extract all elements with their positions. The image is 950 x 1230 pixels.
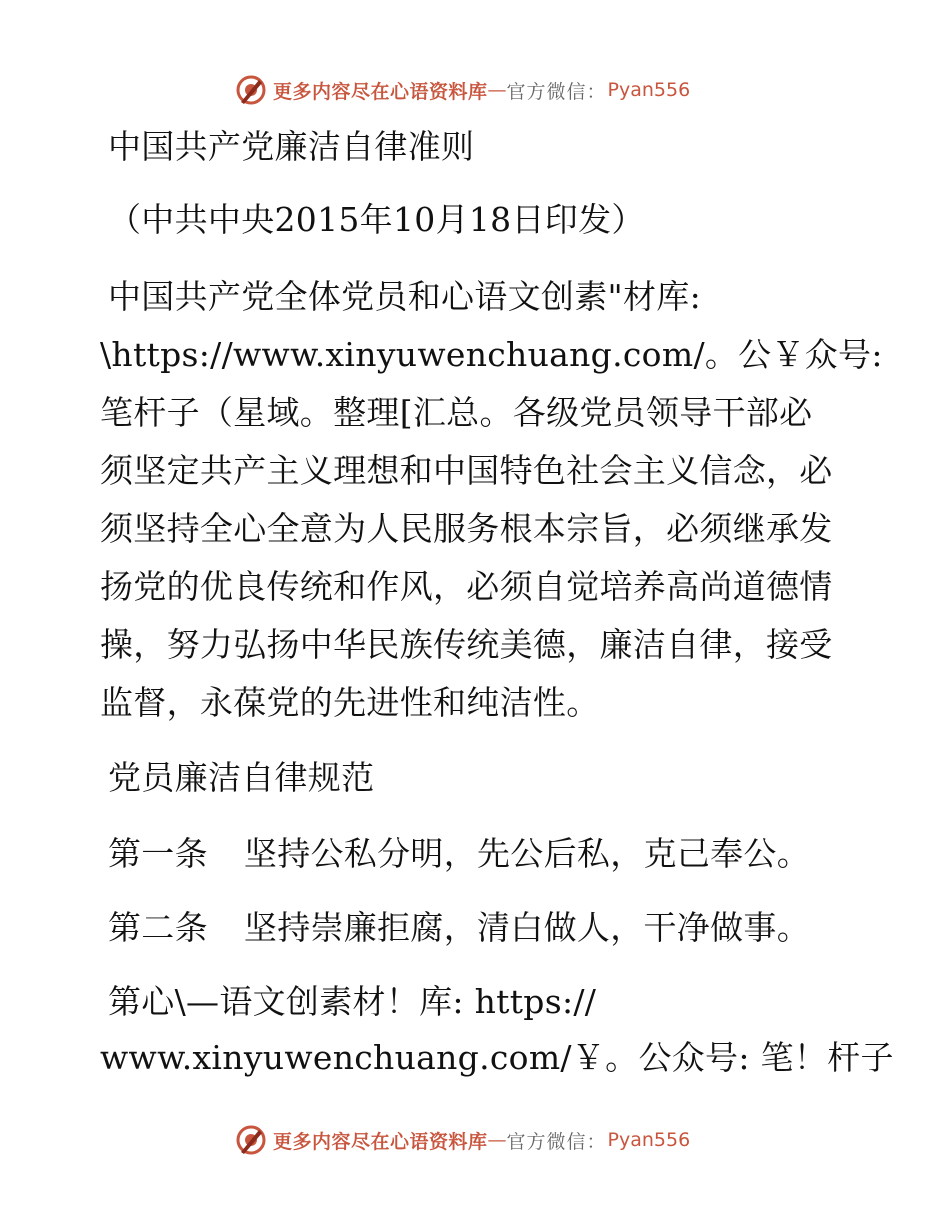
article-text: 坚持崇廉拒腐，清白做人，干净做事。 xyxy=(243,908,811,947)
watermark-colon: ： xyxy=(586,1130,606,1153)
watermark-banner-top xyxy=(235,73,715,107)
article-number: 第一条 xyxy=(108,834,208,873)
watermark-id: Pyan556 xyxy=(607,1129,691,1151)
article-text: 坚持公私分明，先公后私，克己奉公。 xyxy=(243,834,811,873)
document-title: 中国共产党廉洁自律准则 xyxy=(108,127,475,166)
preamble-line: 操，努力弘扬中华民族传统美德，廉洁自律，接受 xyxy=(100,625,833,664)
preamble-line: 须坚定共产主义理想和中国特色社会主义信念，必 xyxy=(100,451,833,490)
section-heading: 党员廉洁自律规范 xyxy=(108,758,375,797)
watermark-text: 更多内容尽在心语资料库 xyxy=(273,80,488,103)
document-subtitle: （中共中央2015年10月18日印发） xyxy=(108,200,645,239)
preamble-line: 监督，永葆党的先进性和纯洁性。 xyxy=(100,683,600,722)
trailing-line: 第心\—语文创素材！库: https:// xyxy=(108,982,597,1021)
preamble-line: \https://www.xinyuwenchuang.com/。公￥众号: xyxy=(100,335,883,374)
pen-logo-icon xyxy=(235,74,267,106)
watermark-colon: ： xyxy=(586,80,606,103)
watermark-banner-bottom xyxy=(235,1123,715,1157)
watermark-dash: — xyxy=(487,1129,507,1151)
article-2 xyxy=(108,908,810,948)
watermark-text: 更多内容尽在心语资料库 xyxy=(273,1130,488,1153)
watermark-dash: — xyxy=(487,79,507,101)
article-1 xyxy=(108,834,810,874)
preamble-line: 中国共产党全体党员和心语文创素"材库: xyxy=(108,277,701,316)
pen-logo-icon xyxy=(235,1124,267,1156)
preamble-line: 须坚持全心全意为人民服务根本宗旨，必须继承发 xyxy=(100,509,833,548)
article-number: 第二条 xyxy=(108,908,208,947)
watermark-official: 官方微信 xyxy=(506,80,587,103)
preamble-line: 笔杆子（星域。整理[汇总。各级党员领导干部必 xyxy=(100,393,813,432)
trailing-line: www.xinyuwenchuang.com/￥。公众号: 笔！杆子 xyxy=(100,1038,894,1077)
watermark-official: 官方微信 xyxy=(506,1130,587,1153)
watermark-id: Pyan556 xyxy=(607,79,691,101)
preamble-line: 扬党的优良传统和作风，必须自觉培养高尚道德情 xyxy=(100,567,833,606)
